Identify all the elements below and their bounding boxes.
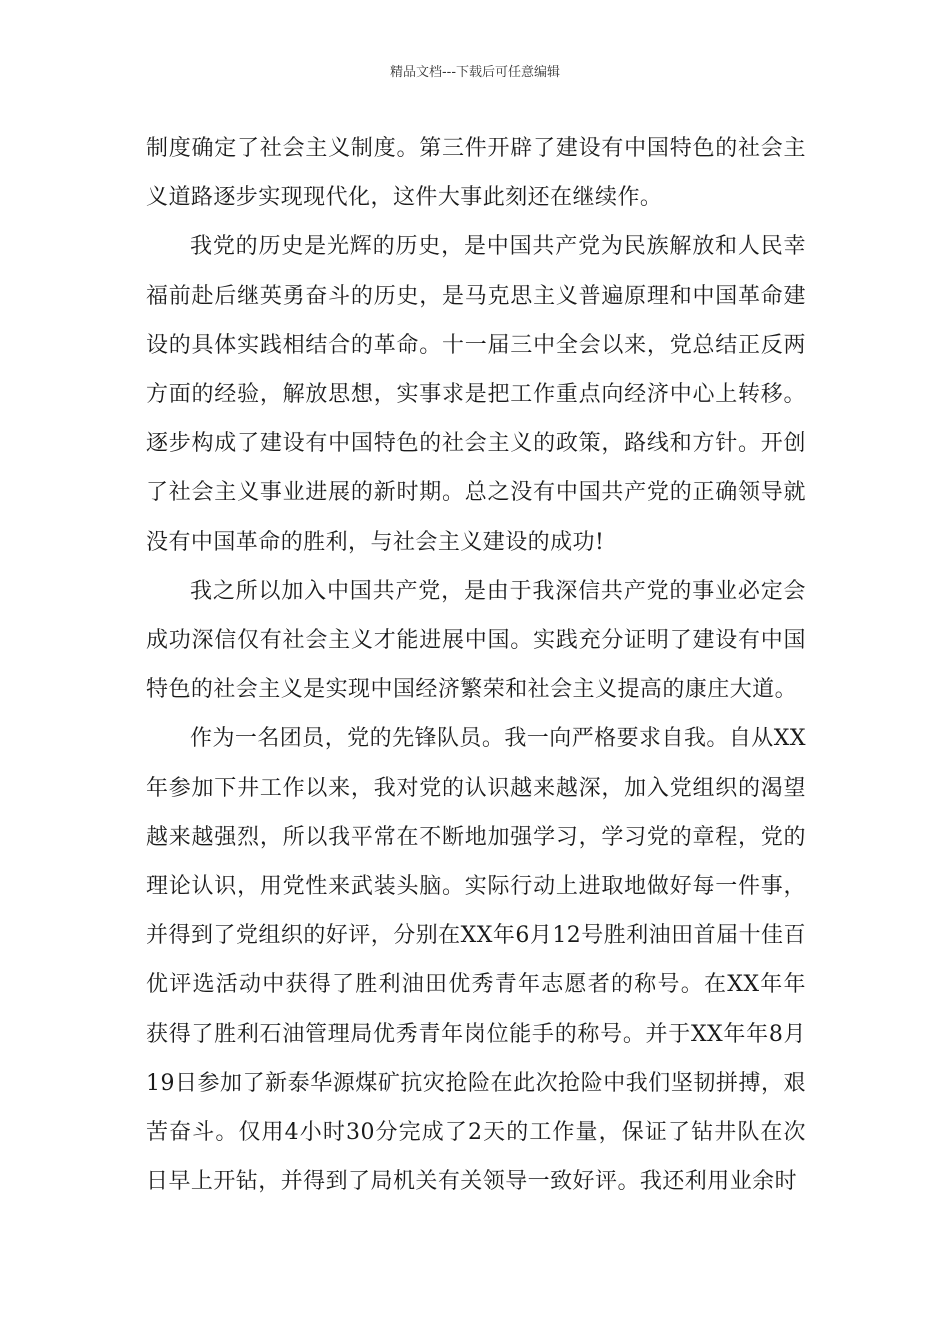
- page-header: 精品文档---下载后可任意编辑: [389, 65, 561, 80]
- paragraph: 我之所以加入中国共产党，是由于我深信共产党的事业必定会成功深信仅有社会主义才能进展中国。实践充分证明了建设有中国特色的社会主义是实现中国经济繁荣和社会主义提高的康庄大道。: [146, 578, 806, 703]
- paragraph: 制度确定了社会主义制度。第三件开辟了建设有中国特色的社会主义道路逐步实现现代化，这件大事此刻还在继续作。: [146, 136, 806, 211]
- document-body: [146, 124, 806, 1206]
- paragraph: 作为一名团员，党的先锋队员。我一向严格要求自我。自从XX年参加下井工作以来，我对党的认识越来越深，加入党组织的渴望越来越强烈，所以我平常在不断地加强学习，学习党的章程，党的理论认识，用党性来武装头脑。实际行动上进取地做好每一件事，并得到了党组织的好评，分别在XX年6月12号胜利油田首届十佳百优评选活动中获得了胜利油田优秀青年志愿者的称号。在XX年年获得了胜利石油管理局优秀青年岗位能手的称号。并于XX年年8月19日参加了新泰华源煤矿抗灾抢险在此次抢险中我们坚韧拼搏，艰苦奋斗。仅用4小时30分完成了2天的工作量，保证了钻井队在次日早上开钻，并得到了局机关有关领导一致好评。我还利用业余时: [146, 726, 806, 1195]
- paragraph: 我党的历史是光辉的历史，是中国共产党为民族解放和人民幸福前赴后继英勇奋斗的历史，是马克思主义普遍原理和中国革命建设的具体实践相结合的革命。十一届三中全会以来，党总结正反两方面的经验，解放思想，实事求是把工作重点向经济中心上转移。逐步构成了建设有中国特色的社会主义的政策，路线和方针。开创了社会主义事业进展的新时期。总之没有中国共产党的正确领导就没有中国革命的胜利，与社会主义建设的成功!: [146, 234, 806, 555]
